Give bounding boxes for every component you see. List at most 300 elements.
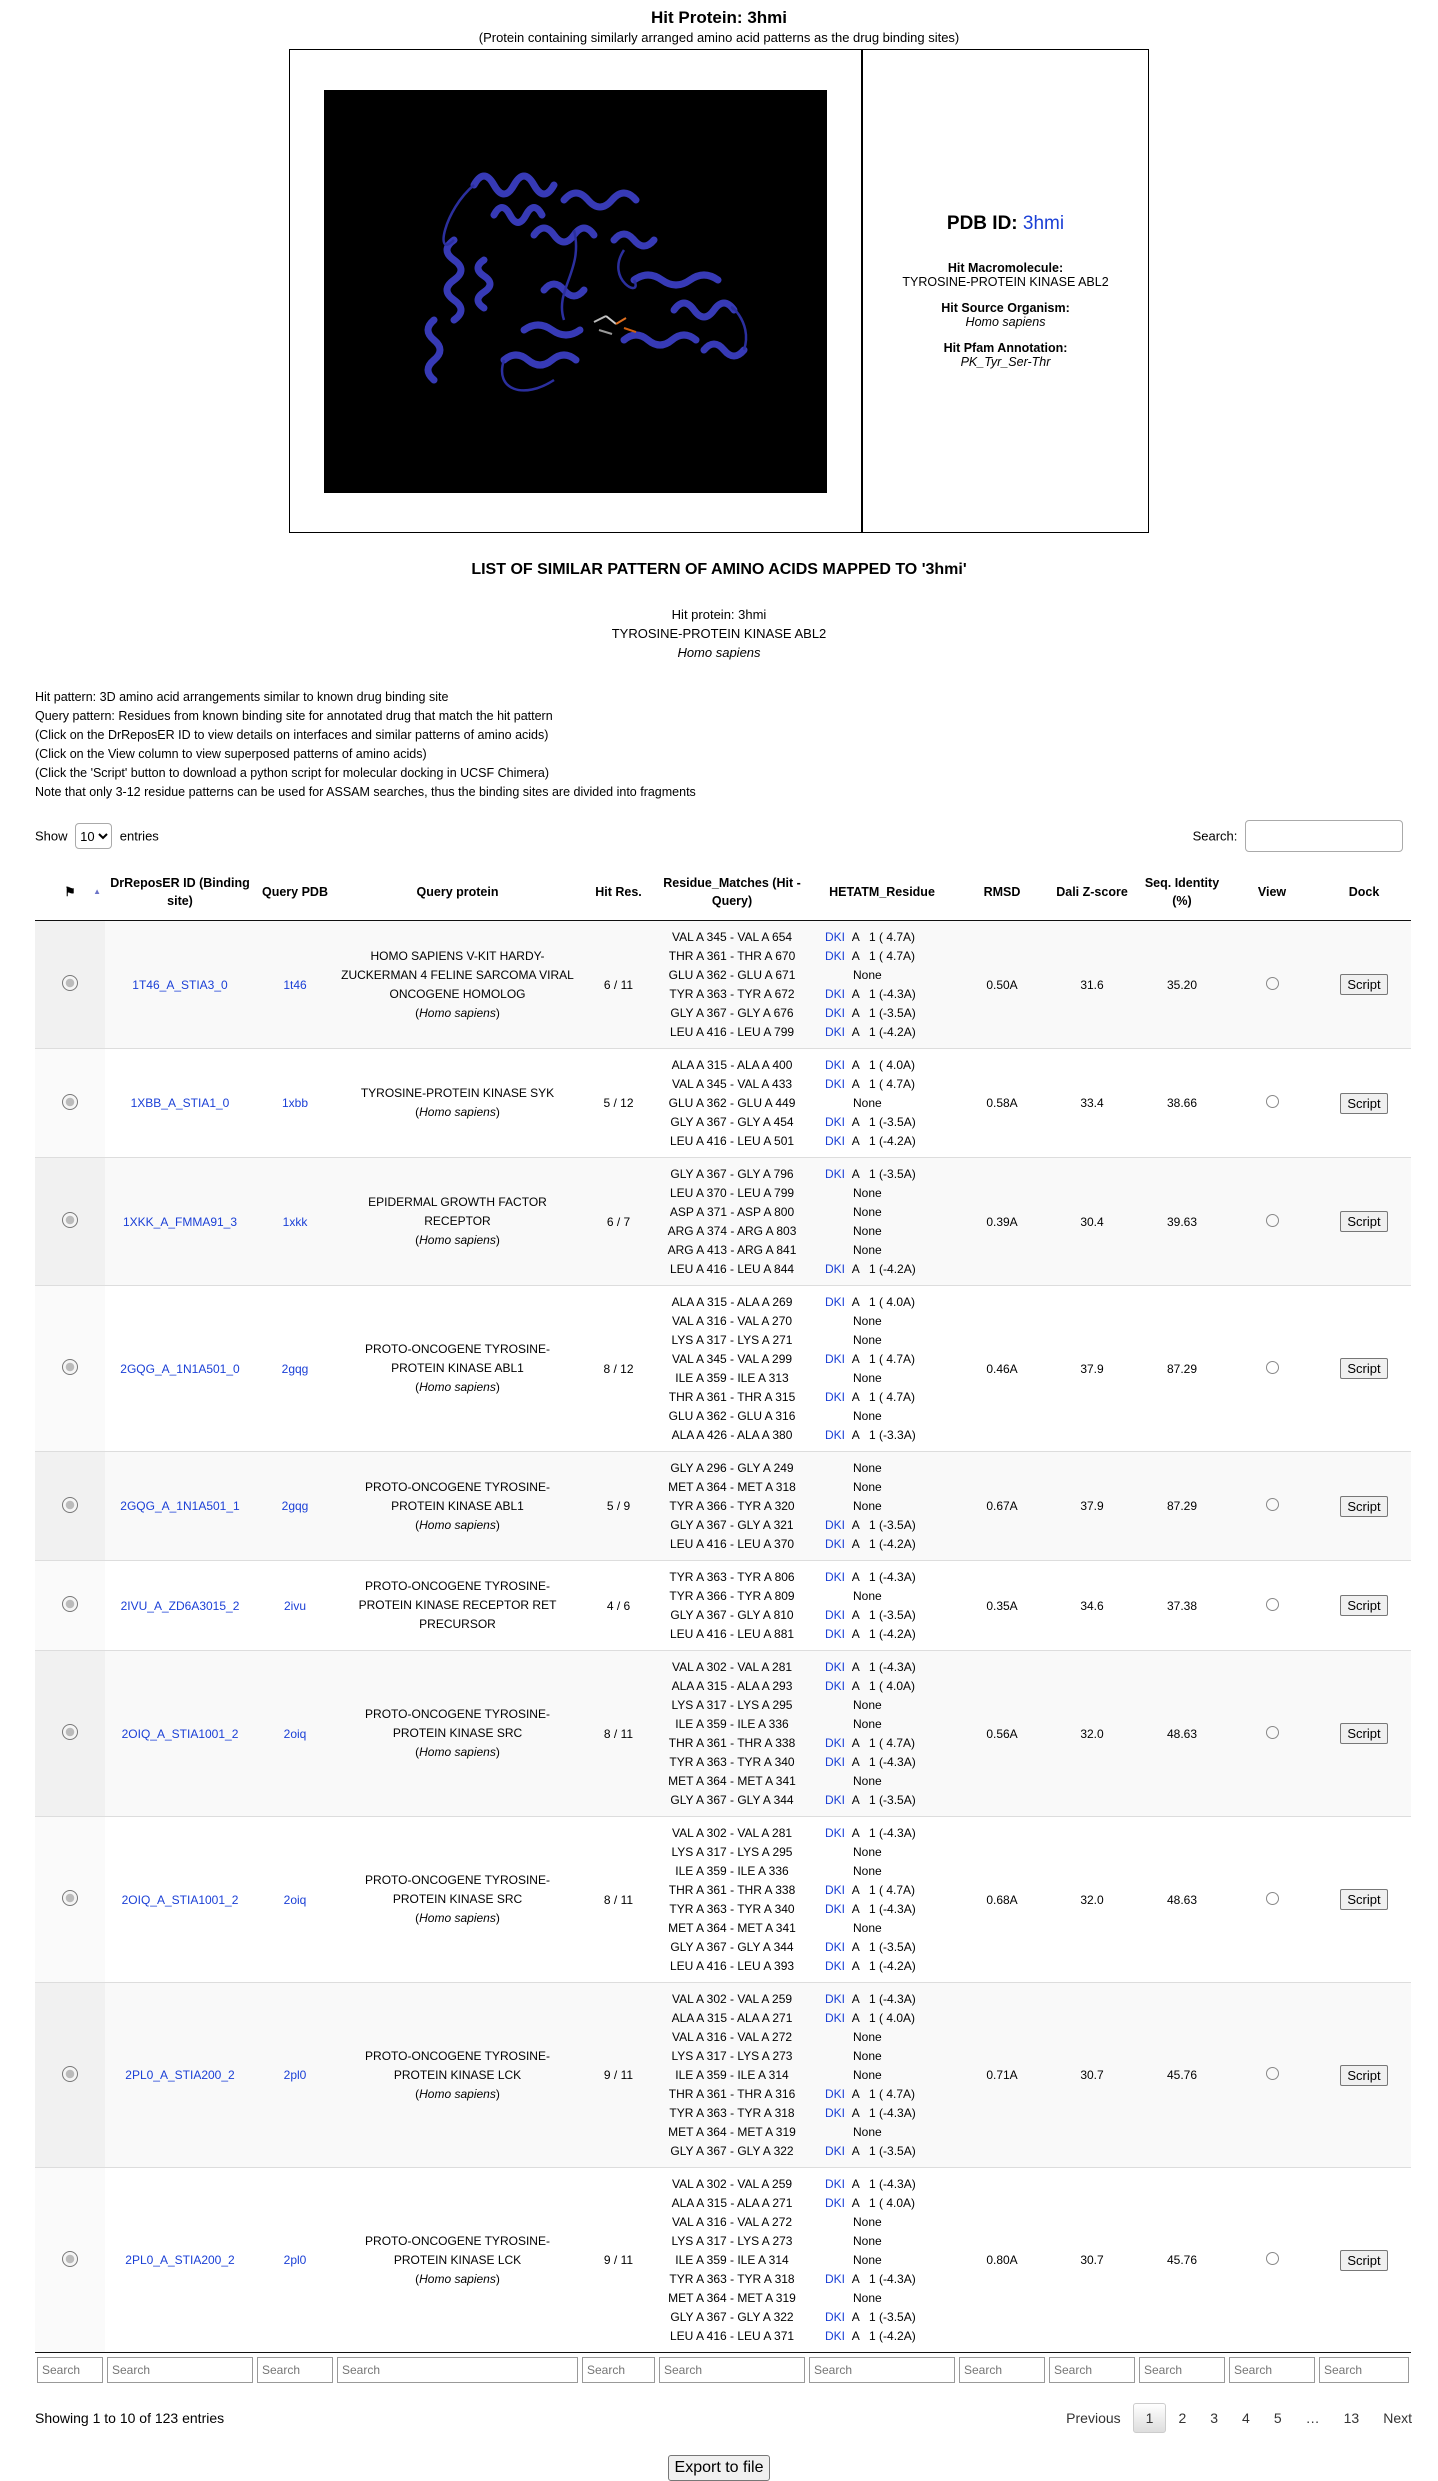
- bookmark-toggle[interactable]: [62, 1212, 78, 1228]
- column-search-input[interactable]: [659, 2357, 805, 2383]
- script-button[interactable]: Script: [1340, 1496, 1387, 1517]
- hetatm-none: None: [853, 1460, 882, 1475]
- hetatm-entry: [811, 1407, 953, 1426]
- hetatm-link[interactable]: DKI: [825, 1607, 846, 1622]
- residue-match: ARG A 413 - ARG A 841: [667, 1242, 797, 1257]
- table-header-row: [35, 864, 1411, 921]
- query-organism: (Homo sapiens): [415, 1005, 500, 1020]
- column-search-input[interactable]: [1139, 2357, 1225, 2383]
- pagination: [1054, 2403, 1424, 2433]
- table-row: [35, 1983, 1411, 2168]
- view-radio[interactable]: [1266, 1095, 1279, 1108]
- col-dock[interactable]: Dock: [1317, 864, 1411, 921]
- drreposer-id-link[interactable]: 1T46_A_STIA3_0: [132, 977, 228, 992]
- dali-zscore: 32.0: [1047, 1651, 1137, 1817]
- residue-match: MET A 364 - MET A 318: [668, 1479, 796, 1494]
- structure-viewer[interactable]: [324, 90, 827, 493]
- column-search-input[interactable]: [337, 2357, 578, 2383]
- summary-macromolecule: TYROSINE-PROTEIN KINASE ABL2: [611, 626, 827, 641]
- query-organism: (Homo sapiens): [415, 2086, 500, 2101]
- residue-match: LEU A 416 - LEU A 881: [669, 1626, 795, 1641]
- drreposer-id-link[interactable]: 2GQG_A_1N1A501_0: [120, 1361, 240, 1376]
- hetatm-link[interactable]: DKI: [825, 2143, 846, 2158]
- hetatm-detail: A 1 ( 4.7A): [851, 1351, 916, 1366]
- hetatm-entry: [811, 1023, 953, 1042]
- hetatm-link[interactable]: DKI: [825, 1389, 846, 1404]
- residue-match: ILE A 359 - ILE A 336: [675, 1716, 789, 1731]
- column-search-input[interactable]: [107, 2357, 253, 2383]
- seq-identity: 39.63: [1137, 1158, 1227, 1286]
- column-search-input[interactable]: [809, 2357, 955, 2383]
- residue-match: TYR A 363 - TYR A 672: [669, 986, 795, 1001]
- protein-ribbon-image: [324, 90, 827, 493]
- hetatm-link[interactable]: DKI: [825, 1261, 846, 1276]
- hetatm-detail: A 1 (-4.3A): [851, 986, 916, 1001]
- col-hetatm[interactable]: HETATM_Residue: [807, 864, 957, 921]
- hetatm-entry: [811, 2194, 953, 2213]
- hetatm-link[interactable]: DKI: [825, 1166, 846, 1181]
- view-radio[interactable]: [1266, 1214, 1279, 1227]
- hetatm-link[interactable]: DKI: [825, 2309, 846, 2324]
- hetatm-link[interactable]: DKI: [825, 1076, 846, 1091]
- rmsd: 0.56A: [957, 1651, 1047, 1817]
- next-button[interactable]: Next: [1383, 2410, 1412, 2426]
- hetatm-none: None: [853, 1863, 882, 1878]
- drreposer-id-link[interactable]: 2OIQ_A_STIA1001_2: [121, 1892, 239, 1907]
- hetatm-entry: [811, 2270, 953, 2289]
- macromolecule-value: TYROSINE-PROTEIN KINASE ABL2: [902, 275, 1109, 289]
- column-search-input[interactable]: [37, 2357, 103, 2383]
- bookmark-toggle[interactable]: [62, 1497, 78, 1513]
- residue-match: GLY A 367 - GLY A 676: [670, 1005, 794, 1020]
- dali-zscore: 30.4: [1047, 1158, 1137, 1286]
- script-button[interactable]: Script: [1340, 1723, 1387, 1744]
- col-view[interactable]: View: [1227, 864, 1317, 921]
- page-button[interactable]: 1: [1133, 2403, 1167, 2433]
- hetatm-entry: [811, 2308, 953, 2327]
- drreposer-id-link[interactable]: 2PL0_A_STIA200_2: [125, 2068, 235, 2082]
- hetatm-entry: [811, 2028, 953, 2047]
- hit-res: 9 / 11: [580, 1983, 657, 2168]
- page-button[interactable]: 4: [1242, 2410, 1250, 2426]
- hetatm-link[interactable]: DKI: [825, 1351, 846, 1366]
- seq-identity: 87.29: [1137, 1452, 1227, 1561]
- hit-summary: [0, 605, 1438, 662]
- hetatm-detail: A 1 (-3.5A): [851, 1607, 916, 1622]
- col-id[interactable]: DrReposER ID (Binding site): [105, 864, 255, 921]
- query-pdb-link[interactable]: 2ivu: [283, 1598, 306, 1613]
- hetatm-link[interactable]: DKI: [825, 1569, 846, 1584]
- notes: [35, 688, 1438, 802]
- note-line: Note that only 3-12 residue patterns can be used for ASSAM searches, thus the binding sites are divided into fragments: [35, 785, 696, 799]
- residue-match: THR A 361 - THR A 338: [668, 1882, 796, 1897]
- hetatm-detail: A 1 (-3.5A): [851, 1792, 916, 1807]
- hetatm-none: None: [853, 2067, 882, 2082]
- hetatm-detail: A 1 (-3.5A): [851, 1166, 916, 1181]
- hit-res: 8 / 12: [580, 1286, 657, 1452]
- residue-match: VAL A 345 - VAL A 654: [671, 929, 793, 944]
- query-pdb-link[interactable]: 2oiq: [283, 1726, 307, 1741]
- residue-match: ALA A 315 - ALA A 293: [671, 1678, 793, 1693]
- hetatm-entry: [811, 947, 953, 966]
- hetatm-entry: [811, 2142, 953, 2161]
- hetatm-link[interactable]: DKI: [825, 1991, 846, 2006]
- query-protein: PROTO-ONCOGENE TYROSINE-PROTEIN KINASE ABL1: [365, 1342, 550, 1375]
- residue-match: TYR A 363 - TYR A 806: [669, 1569, 795, 1584]
- residue-match: THR A 361 - THR A 338: [668, 1735, 796, 1750]
- script-button[interactable]: Script: [1340, 1358, 1387, 1379]
- script-button[interactable]: Script: [1340, 1595, 1387, 1616]
- dali-zscore: 30.7: [1047, 2168, 1137, 2353]
- search-input[interactable]: [1245, 820, 1403, 852]
- hetatm-link[interactable]: DKI: [825, 1626, 846, 1641]
- hetatm-entry: [811, 2289, 953, 2308]
- column-search-input[interactable]: [257, 2357, 333, 2383]
- hetatm-list: [811, 1568, 953, 1644]
- hetatm-link[interactable]: DKI: [825, 1958, 846, 1973]
- hetatm-detail: A 1 (-3.5A): [851, 2309, 916, 2324]
- residue-match: LEU A 416 - LEU A 370: [669, 1536, 795, 1551]
- hetatm-entry: [811, 1350, 953, 1369]
- query-pdb-link[interactable]: 1xbb: [281, 1096, 309, 1110]
- residue-list: [661, 1990, 803, 2161]
- search-label: Search:: [1192, 828, 1238, 844]
- hetatm-link[interactable]: DKI: [825, 1754, 846, 1769]
- hetatm-link[interactable]: DKI: [825, 2010, 846, 2025]
- bookmark-toggle[interactable]: [62, 1094, 78, 1110]
- residue-match: VAL A 316 - VAL A 272: [671, 2214, 793, 2229]
- hetatm-none: None: [853, 1242, 882, 1257]
- hetatm-link[interactable]: DKI: [825, 1901, 846, 1916]
- seq-identity: 48.63: [1137, 1651, 1227, 1817]
- script-button[interactable]: Script: [1340, 2250, 1387, 2271]
- col-pdb[interactable]: Query PDB: [255, 864, 335, 921]
- search-control: [1193, 820, 1403, 852]
- hetatm-link[interactable]: DKI: [825, 1024, 846, 1039]
- residue-match: THR A 361 - THR A 670: [668, 948, 796, 963]
- pdb-id-heading: [947, 213, 1064, 235]
- rmsd: 0.50A: [957, 921, 1047, 1049]
- hetatm-link[interactable]: DKI: [825, 1939, 846, 1954]
- hetatm-entry: [811, 1241, 953, 1260]
- hetatm-entry: [811, 1459, 953, 1478]
- query-pdb-link[interactable]: 1xkk: [282, 1214, 308, 1229]
- table-row: [35, 1286, 1411, 1452]
- residue-match: LEU A 416 - LEU A 844: [669, 1261, 795, 1276]
- hetatm-entry: [811, 1132, 953, 1151]
- query-pdb-link[interactable]: 2pl0: [283, 2068, 307, 2082]
- hetatm-entry: [811, 1772, 953, 1791]
- hetatm-link[interactable]: DKI: [825, 1005, 846, 1020]
- hetatm-link[interactable]: DKI: [825, 1517, 846, 1532]
- drreposer-id-link[interactable]: 1XBB_A_STIA1_0: [130, 1096, 230, 1110]
- query-protein: PROTO-ONCOGENE TYROSINE-PROTEIN KINASE LCK: [365, 2233, 550, 2267]
- column-search-input[interactable]: [1229, 2357, 1315, 2383]
- hetatm-none: None: [853, 1204, 882, 1219]
- hetatm-link[interactable]: DKI: [825, 1133, 846, 1148]
- hetatm-link[interactable]: DKI: [825, 986, 846, 1001]
- hetatm-link[interactable]: DKI: [825, 2105, 846, 2120]
- hetatm-link[interactable]: DKI: [825, 1659, 846, 1674]
- drreposer-id-link[interactable]: 2PL0_A_STIA200_2: [125, 2253, 235, 2267]
- col-protein[interactable]: Query protein: [335, 864, 580, 921]
- residue-match: LYS A 317 - LYS A 295: [671, 1844, 793, 1859]
- query-organism: (Homo sapiens): [415, 1105, 500, 1119]
- hetatm-detail: A 1 ( 4.7A): [851, 1735, 916, 1750]
- hetatm-detail: A 1 ( 4.7A): [851, 948, 916, 963]
- rmsd: 0.58A: [957, 1049, 1047, 1158]
- hetatm-link[interactable]: DKI: [825, 1825, 846, 1840]
- export-button[interactable]: Export to file: [668, 2455, 771, 2481]
- hetatm-entry: [811, 1312, 953, 1331]
- hetatm-entry: [811, 1056, 953, 1075]
- hetatm-link[interactable]: DKI: [825, 948, 846, 963]
- seq-identity: 45.76: [1137, 1983, 1227, 2168]
- view-radio[interactable]: [1266, 1598, 1279, 1611]
- query-protein: PROTO-ONCOGENE TYROSINE-PROTEIN KINASE ABL1: [365, 1479, 550, 1513]
- hetatm-none: None: [853, 2233, 882, 2248]
- col-hitres[interactable]: Hit Res.: [580, 864, 657, 921]
- organism-label: Hit Source Organism:: [941, 301, 1070, 315]
- bookmark-toggle[interactable]: [62, 1724, 78, 1740]
- hetatm-detail: A 1 (-4.3A): [851, 1991, 916, 2006]
- hetatm-link[interactable]: DKI: [825, 2328, 846, 2343]
- seq-identity: 48.63: [1137, 1817, 1227, 1983]
- hetatm-detail: A 1 (-4.2A): [851, 2328, 916, 2343]
- hit-res: 5 / 12: [580, 1049, 657, 1158]
- page-button[interactable]: 5: [1273, 2410, 1282, 2426]
- list-title: LIST OF SIMILAR PATTERN OF AMINO ACIDS MAPPED TO '3hmi': [471, 561, 967, 578]
- residue-match: ILE A 359 - ILE A 314: [675, 2252, 789, 2267]
- residue-match: VAL A 316 - VAL A 272: [671, 2029, 793, 2044]
- hetatm-entry: [811, 2085, 953, 2104]
- residue-match: ALA A 315 - ALA A 400: [671, 1057, 793, 1072]
- hetatm-link[interactable]: DKI: [825, 1427, 846, 1442]
- hetatm-link[interactable]: DKI: [825, 1678, 846, 1693]
- bookmark-toggle[interactable]: [62, 1890, 78, 1906]
- hetatm-entry: [811, 2009, 953, 2028]
- note-line: (Click on the View column to view superposed patterns of amino acids): [35, 747, 427, 761]
- view-radio[interactable]: [1266, 1498, 1279, 1511]
- query-protein: PROTO-ONCOGENE TYROSINE-PROTEIN KINASE LCK: [365, 2048, 550, 2082]
- hetatm-link[interactable]: DKI: [825, 1294, 846, 1309]
- rmsd: 0.46A: [957, 1286, 1047, 1452]
- col-rmsd[interactable]: RMSD: [957, 864, 1047, 921]
- hetatm-none: None: [853, 1185, 882, 1200]
- hetatm-link[interactable]: DKI: [825, 1792, 846, 1807]
- hetatm-entry: [811, 1696, 953, 1715]
- dali-zscore: 33.4: [1047, 1049, 1137, 1158]
- table-row: [35, 1158, 1411, 1286]
- table-footer: [35, 2403, 1424, 2433]
- view-radio[interactable]: [1266, 2252, 1279, 2265]
- page-button[interactable]: 2: [1178, 2410, 1187, 2426]
- hetatm-none: None: [853, 1313, 882, 1328]
- query-protein: PROTO-ONCOGENE TYROSINE-PROTEIN KINASE SRC: [365, 1707, 550, 1740]
- col-residues[interactable]: Residue_Matches (Hit - Query): [657, 864, 807, 921]
- hetatm-link[interactable]: DKI: [825, 2195, 846, 2210]
- rmsd: 0.80A: [957, 2168, 1047, 2353]
- pdb-id-label: PDB ID:: [946, 213, 1018, 234]
- previous-button[interactable]: Previous: [1066, 2410, 1121, 2426]
- hetatm-entry: [811, 1222, 953, 1241]
- query-protein: PROTO-ONCOGENE TYROSINE-PROTEIN KINASE SRC: [365, 1873, 550, 1906]
- script-button[interactable]: Script: [1340, 974, 1387, 995]
- script-button[interactable]: Script: [1340, 1889, 1387, 1910]
- hetatm-entry: [811, 1881, 953, 1900]
- residue-match: MET A 364 - MET A 319: [668, 2124, 796, 2139]
- residue-match: GLY A 367 - GLY A 810: [670, 1607, 794, 1622]
- organism-value: Homo sapiens: [965, 315, 1046, 329]
- bookmark-toggle[interactable]: [62, 975, 78, 991]
- residue-list: [661, 2175, 803, 2346]
- residue-match: GLY A 367 - GLY A 321: [670, 1517, 794, 1532]
- residue-list: [661, 1165, 803, 1279]
- rmsd: 0.68A: [957, 1817, 1047, 1983]
- show-label: Show: [35, 828, 68, 844]
- table-row: [35, 1049, 1411, 1158]
- page-ellipsis: …: [1305, 2410, 1320, 2426]
- pdb-id-link[interactable]: 3hmi: [1022, 213, 1065, 234]
- col-dali[interactable]: Dali Z-score: [1047, 864, 1137, 921]
- column-search-input[interactable]: [1319, 2357, 1409, 2383]
- drreposer-id-link[interactable]: 1XKK_A_FMMA91_3: [122, 1214, 238, 1229]
- query-pdb-link[interactable]: 2gqg: [281, 1499, 309, 1513]
- macromolecule-label: Hit Macromolecule:: [947, 261, 1064, 275]
- bookmark-toggle[interactable]: [62, 2066, 78, 2082]
- view-radio[interactable]: [1266, 977, 1279, 990]
- script-button[interactable]: Script: [1340, 1093, 1387, 1114]
- entries-label: entries: [119, 828, 159, 844]
- hetatm-entry: [811, 1203, 953, 1222]
- hetatm-none: None: [853, 1498, 882, 1513]
- bookmark-toggle[interactable]: [62, 1596, 78, 1612]
- rmsd: 0.39A: [957, 1158, 1047, 1286]
- hetatm-detail: A 1 (-3.5A): [851, 2143, 916, 2158]
- script-button[interactable]: Script: [1340, 2065, 1387, 2086]
- query-organism: (Homo sapiens): [415, 1380, 500, 1394]
- query-pdb-link[interactable]: 1t46: [283, 977, 307, 992]
- entries-control: [35, 823, 159, 849]
- table-row: [35, 1561, 1411, 1651]
- hetatm-link[interactable]: DKI: [825, 2176, 846, 2191]
- drreposer-id-link[interactable]: 2OIQ_A_STIA1001_2: [121, 1726, 239, 1741]
- hetatm-detail: A 1 (-4.2A): [851, 1261, 916, 1276]
- hetatm-link[interactable]: DKI: [825, 929, 846, 944]
- rmsd: 0.71A: [957, 1983, 1047, 2168]
- residue-match: LEU A 416 - LEU A 501: [669, 1133, 795, 1148]
- residue-match: ALA A 315 - ALA A 271: [671, 2010, 793, 2025]
- column-search-input[interactable]: [582, 2357, 655, 2383]
- sort-asc-icon: ▲: [93, 887, 101, 896]
- col-seqid[interactable]: Seq. Identity (%): [1137, 864, 1227, 921]
- residue-match: ALA A 315 - ALA A 269: [671, 1294, 793, 1309]
- residue-match: THR A 361 - THR A 315: [668, 1389, 796, 1404]
- hetatm-detail: A 1 (-3.5A): [851, 1114, 916, 1129]
- hetatm-link[interactable]: DKI: [825, 1735, 846, 1750]
- view-radio[interactable]: [1266, 1892, 1279, 1905]
- rmsd: 0.67A: [957, 1452, 1047, 1561]
- hetatm-detail: A 1 (-3.5A): [851, 1005, 916, 1020]
- hetatm-none: None: [853, 2252, 882, 2267]
- query-pdb-link[interactable]: 2oiq: [283, 1892, 307, 1907]
- hetatm-link[interactable]: DKI: [825, 2271, 846, 2286]
- query-organism: (Homo sapiens): [415, 1517, 500, 1532]
- hit-res: 6 / 11: [580, 921, 657, 1049]
- residue-match: ASP A 371 - ASP A 800: [669, 1204, 795, 1219]
- hetatm-entry: [811, 2232, 953, 2251]
- query-pdb-link[interactable]: 2pl0: [283, 2253, 307, 2267]
- view-radio[interactable]: [1266, 2067, 1279, 2080]
- table-row: [35, 921, 1411, 1049]
- residue-match: ALA A 426 - ALA A 380: [671, 1427, 793, 1442]
- column-search-input[interactable]: [1049, 2357, 1135, 2383]
- seq-identity: 35.20: [1137, 921, 1227, 1049]
- residue-match: ILE A 359 - ILE A 314: [675, 2067, 789, 2082]
- residue-match: THR A 361 - THR A 316: [668, 2086, 796, 2101]
- entries-select[interactable]: [75, 823, 112, 849]
- hetatm-entry: [811, 2251, 953, 2270]
- hetatm-detail: A 1 ( 4.0A): [851, 1057, 916, 1072]
- hetatm-detail: A 1 (-4.2A): [851, 1133, 916, 1148]
- residue-match: LEU A 416 - LEU A 393: [669, 1958, 795, 1973]
- residue-match: GLU A 362 - GLU A 449: [668, 1095, 796, 1110]
- hetatm-entry: [811, 1094, 953, 1113]
- col-bookmark[interactable]: [35, 864, 105, 921]
- residue-match: VAL A 302 - VAL A 259: [671, 2176, 793, 2191]
- residue-match: GLU A 362 - GLU A 671: [668, 967, 796, 982]
- hetatm-detail: A 1 ( 4.0A): [851, 2195, 916, 2210]
- hetatm-detail: A 1 ( 4.0A): [851, 1294, 916, 1309]
- hetatm-link[interactable]: DKI: [825, 2086, 846, 2101]
- note-line: (Click the 'Script' button to download a python script for molecular docking in UCSF Chimera): [35, 766, 550, 780]
- results-table: [35, 864, 1411, 2387]
- view-radio[interactable]: [1266, 1726, 1279, 1739]
- hetatm-none: None: [853, 2029, 882, 2044]
- drreposer-id-link[interactable]: 2IVU_A_ZD6A3015_2: [120, 1598, 240, 1613]
- bookmark-toggle[interactable]: [62, 1359, 78, 1375]
- hetatm-list: [811, 928, 953, 1042]
- hetatm-entry: [811, 1625, 953, 1644]
- query-pdb-link[interactable]: 2gqg: [281, 1361, 309, 1376]
- residue-match: VAL A 302 - VAL A 281: [671, 1659, 793, 1674]
- hetatm-link[interactable]: DKI: [825, 1114, 846, 1129]
- hetatm-detail: A 1 (-3.5A): [851, 1939, 916, 1954]
- page-button[interactable]: 13: [1343, 2410, 1360, 2426]
- script-button[interactable]: Script: [1340, 1211, 1387, 1232]
- hetatm-entry: [811, 1331, 953, 1350]
- column-search-input[interactable]: [959, 2357, 1045, 2383]
- hetatm-entry: [811, 1715, 953, 1734]
- hetatm-list: [811, 1293, 953, 1445]
- hetatm-entry: [811, 1497, 953, 1516]
- hetatm-list: [811, 1990, 953, 2161]
- bookmark-toggle[interactable]: [62, 2251, 78, 2267]
- seq-identity: 87.29: [1137, 1286, 1227, 1452]
- residue-match: GLY A 296 - GLY A 249: [670, 1460, 794, 1475]
- hetatm-detail: A 1 (-4.3A): [851, 2176, 916, 2191]
- hetatm-link[interactable]: DKI: [825, 1536, 846, 1551]
- page-subtitle: (Protein containing similarly arranged amino acid patterns as the drug binding sites): [478, 30, 960, 45]
- hetatm-none: None: [853, 2048, 882, 2063]
- hetatm-link[interactable]: DKI: [825, 1057, 846, 1072]
- view-radio[interactable]: [1266, 1361, 1279, 1374]
- hetatm-entry: [811, 1075, 953, 1094]
- page-button[interactable]: 3: [1210, 2410, 1219, 2426]
- hetatm-entry: [811, 1677, 953, 1696]
- drreposer-id-link[interactable]: 2GQG_A_1N1A501_1: [120, 1499, 240, 1513]
- hetatm-link[interactable]: DKI: [825, 1882, 846, 1897]
